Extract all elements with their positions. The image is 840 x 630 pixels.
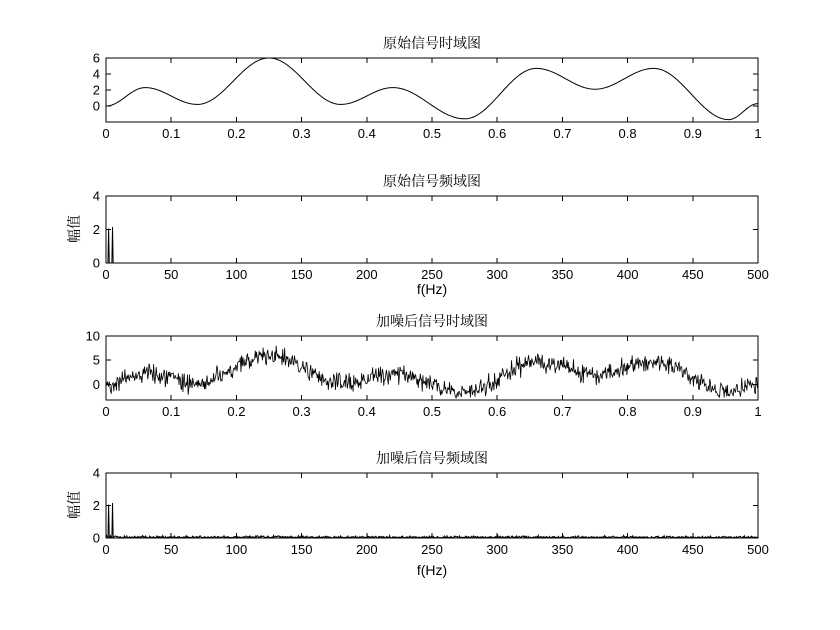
x-tick-label: 0.9 bbox=[683, 404, 702, 419]
subplot1-title: 原始信号时域图 bbox=[383, 37, 481, 52]
x-tick-label: 0 bbox=[102, 267, 110, 282]
y-tick-label: 0 bbox=[92, 255, 100, 271]
x-tick-label: 0.4 bbox=[357, 404, 376, 419]
subplot2-title: 原始信号频域图 bbox=[383, 175, 481, 190]
x-tick-label: 450 bbox=[681, 267, 704, 282]
x-tick-label: 0.3 bbox=[292, 126, 311, 141]
x-tick-label: 350 bbox=[551, 267, 574, 282]
x-tick-label: 0 bbox=[102, 126, 110, 141]
x-tick-label: 0.7 bbox=[553, 404, 572, 419]
x-tick-label: 50 bbox=[163, 542, 179, 557]
x-tick-label: 150 bbox=[290, 267, 313, 282]
y-tick-label: 2 bbox=[92, 82, 100, 98]
x-tick-label: 0.3 bbox=[292, 404, 311, 419]
x-tick-label: 0.9 bbox=[683, 126, 702, 141]
x-tick-label: 400 bbox=[616, 267, 639, 282]
x-tick-label: 400 bbox=[616, 542, 639, 557]
x-tick-label: 0.2 bbox=[227, 126, 246, 141]
x-tick-label: 100 bbox=[225, 267, 248, 282]
noisy-spectrum-curve bbox=[106, 503, 758, 538]
y-tick-label: 6 bbox=[92, 50, 100, 66]
x-tick-label: 0.7 bbox=[553, 126, 572, 141]
x-tick-label: 450 bbox=[681, 542, 704, 557]
x-tick-label: 50 bbox=[163, 267, 179, 282]
subplot3-title: 加噪后信号时域图 bbox=[376, 315, 488, 330]
x-tick-label: 0.4 bbox=[357, 126, 376, 141]
y-tick-label: 2 bbox=[92, 498, 100, 513]
x-tick-label: 0 bbox=[102, 404, 110, 419]
axes-box bbox=[106, 196, 758, 263]
subplot4-ylabel: 幅值 bbox=[68, 491, 83, 519]
x-tick-label: 0.6 bbox=[488, 126, 507, 141]
x-tick-label: 0.8 bbox=[618, 126, 637, 141]
axes-box bbox=[106, 473, 758, 538]
y-tick-label: 0 bbox=[92, 530, 100, 546]
x-tick-label: 300 bbox=[486, 267, 509, 282]
x-tick-label: 0.5 bbox=[422, 404, 442, 419]
x-tick-label: 100 bbox=[225, 542, 248, 557]
x-tick-label: 0.5 bbox=[422, 126, 442, 141]
x-tick-label: 1 bbox=[754, 126, 762, 141]
x-tick-label: 0.1 bbox=[162, 404, 181, 419]
y-tick-label: 2 bbox=[92, 222, 100, 237]
x-tick-label: 150 bbox=[290, 542, 313, 557]
x-tick-label: 500 bbox=[747, 542, 769, 557]
y-tick-label: 0 bbox=[92, 98, 100, 114]
x-tick-label: 500 bbox=[747, 267, 769, 282]
x-tick-label: 300 bbox=[486, 542, 509, 557]
x-tick-label: 0.1 bbox=[162, 126, 181, 141]
y-tick-label: 0 bbox=[92, 376, 100, 392]
x-tick-label: 0 bbox=[102, 542, 110, 557]
x-tick-label: 350 bbox=[551, 542, 574, 557]
x-tick-label: 250 bbox=[421, 542, 443, 557]
subplot4-title: 加噪后信号频域图 bbox=[376, 452, 488, 467]
spectrum-curve bbox=[106, 227, 758, 263]
subplot4-xlabel: f(Hz) bbox=[416, 562, 448, 578]
y-tick-label: 4 bbox=[92, 188, 100, 204]
subplot2-xlabel: f(Hz) bbox=[416, 281, 448, 297]
signal-curve bbox=[106, 58, 758, 120]
x-tick-label: 1 bbox=[754, 404, 762, 419]
x-tick-label: 0.8 bbox=[618, 404, 637, 419]
x-tick-label: 0.6 bbox=[488, 404, 507, 419]
subplot2-ylabel: 幅值 bbox=[68, 215, 83, 243]
y-tick-label: 4 bbox=[92, 66, 100, 82]
x-tick-label: 200 bbox=[355, 542, 378, 557]
y-tick-label: 5 bbox=[92, 352, 100, 368]
axes-box bbox=[106, 58, 758, 122]
noisy-signal-curve bbox=[106, 346, 758, 399]
y-tick-label: 4 bbox=[92, 465, 100, 481]
x-tick-label: 250 bbox=[421, 267, 443, 282]
x-tick-label: 200 bbox=[355, 267, 378, 282]
x-tick-label: 0.2 bbox=[227, 404, 246, 419]
y-tick-label: 10 bbox=[85, 328, 100, 344]
